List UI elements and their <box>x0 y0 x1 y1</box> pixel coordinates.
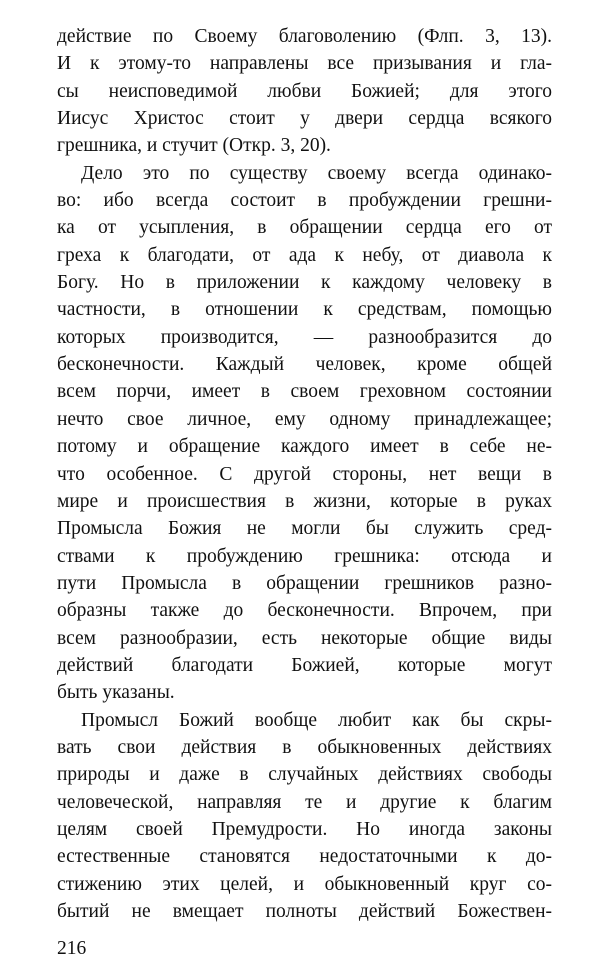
text-line: нечто свое личное, ему одному принадлежащее; <box>57 408 552 430</box>
text-line: бесконечности. Каждый человек, кроме общей <box>57 354 552 376</box>
text-line: Богу. Но в приложении к каждому человеку в <box>57 272 552 294</box>
text-line: что особенное. С другой стороны, нет вещи в <box>57 463 552 485</box>
text-line: во: ибо всегда состоит в пробуждении грешни- <box>57 190 552 212</box>
text-line: стижению этих целей, и обыкновенный круг со- <box>57 873 552 895</box>
text-line: потому и обращение каждого имеет в себе не- <box>57 436 552 458</box>
paragraph-3 <box>57 707 552 926</box>
text-line: всем порчи, имеет в своем греховном состоянии <box>57 381 552 403</box>
text-line: грешника, и стучит (Откр. 3, 20). <box>57 135 331 157</box>
text-line: И к этому-то направлены все призывания и гла- <box>57 53 552 75</box>
text-line: греха к благодати, от ада к небу, от диавола к <box>57 244 552 266</box>
paragraph-2 <box>57 160 552 707</box>
text-line: которых производится, — разнообразится до <box>57 326 552 348</box>
text-line: бытий не вмещает полноты действий Божествен- <box>57 901 552 922</box>
text-line: быть указаны. <box>57 682 175 704</box>
text-line: человеческой, направляя те и другие к благим <box>57 791 552 813</box>
page-number: 216 <box>57 938 87 960</box>
text-line: природы и даже в случайных действиях свободы <box>57 764 552 786</box>
text-line: целям своей Премудрости. Но иногда законы <box>57 818 552 840</box>
text-line: действий благодати Божией, которые могут <box>57 654 552 676</box>
text-line: ствами к пробуждению грешника: отсюда и <box>57 545 552 567</box>
page-body-text <box>57 23 552 961</box>
text-line: частности, в отношении к средствам, помощью <box>57 299 552 321</box>
text-line: естественные становятся недостаточными к до- <box>57 846 552 868</box>
text-line: вать свои действия в обыкновенных действиях <box>57 736 552 758</box>
text-line: Дело это по существу своему всегда одинако- <box>81 162 552 184</box>
text-line: действие по Своему благоволению (Флп. 3, 13). <box>57 26 552 47</box>
text-line: образны также до бесконечности. Впрочем, при <box>57 600 552 622</box>
text-line: ка от усыпления, в обращении сердца его от <box>57 217 552 239</box>
text-line: Промысл Божий вообще любит как бы скры- <box>81 709 552 731</box>
text-line: сы неисповедимой любви Божией; для этого <box>57 80 552 102</box>
text-line: мире и происшествия в жизни, которые в руках <box>57 490 552 512</box>
text-line: Промысла Божия не могли бы служить сред- <box>57 518 552 540</box>
text-line: Иисус Христос стоит у двери сердца всякого <box>57 108 552 130</box>
text-line: всем разнообразии, есть некоторые общие виды <box>57 627 552 649</box>
paragraph-1 <box>57 23 552 160</box>
text-line: пути Промысла в обращении грешников разно- <box>57 572 552 594</box>
